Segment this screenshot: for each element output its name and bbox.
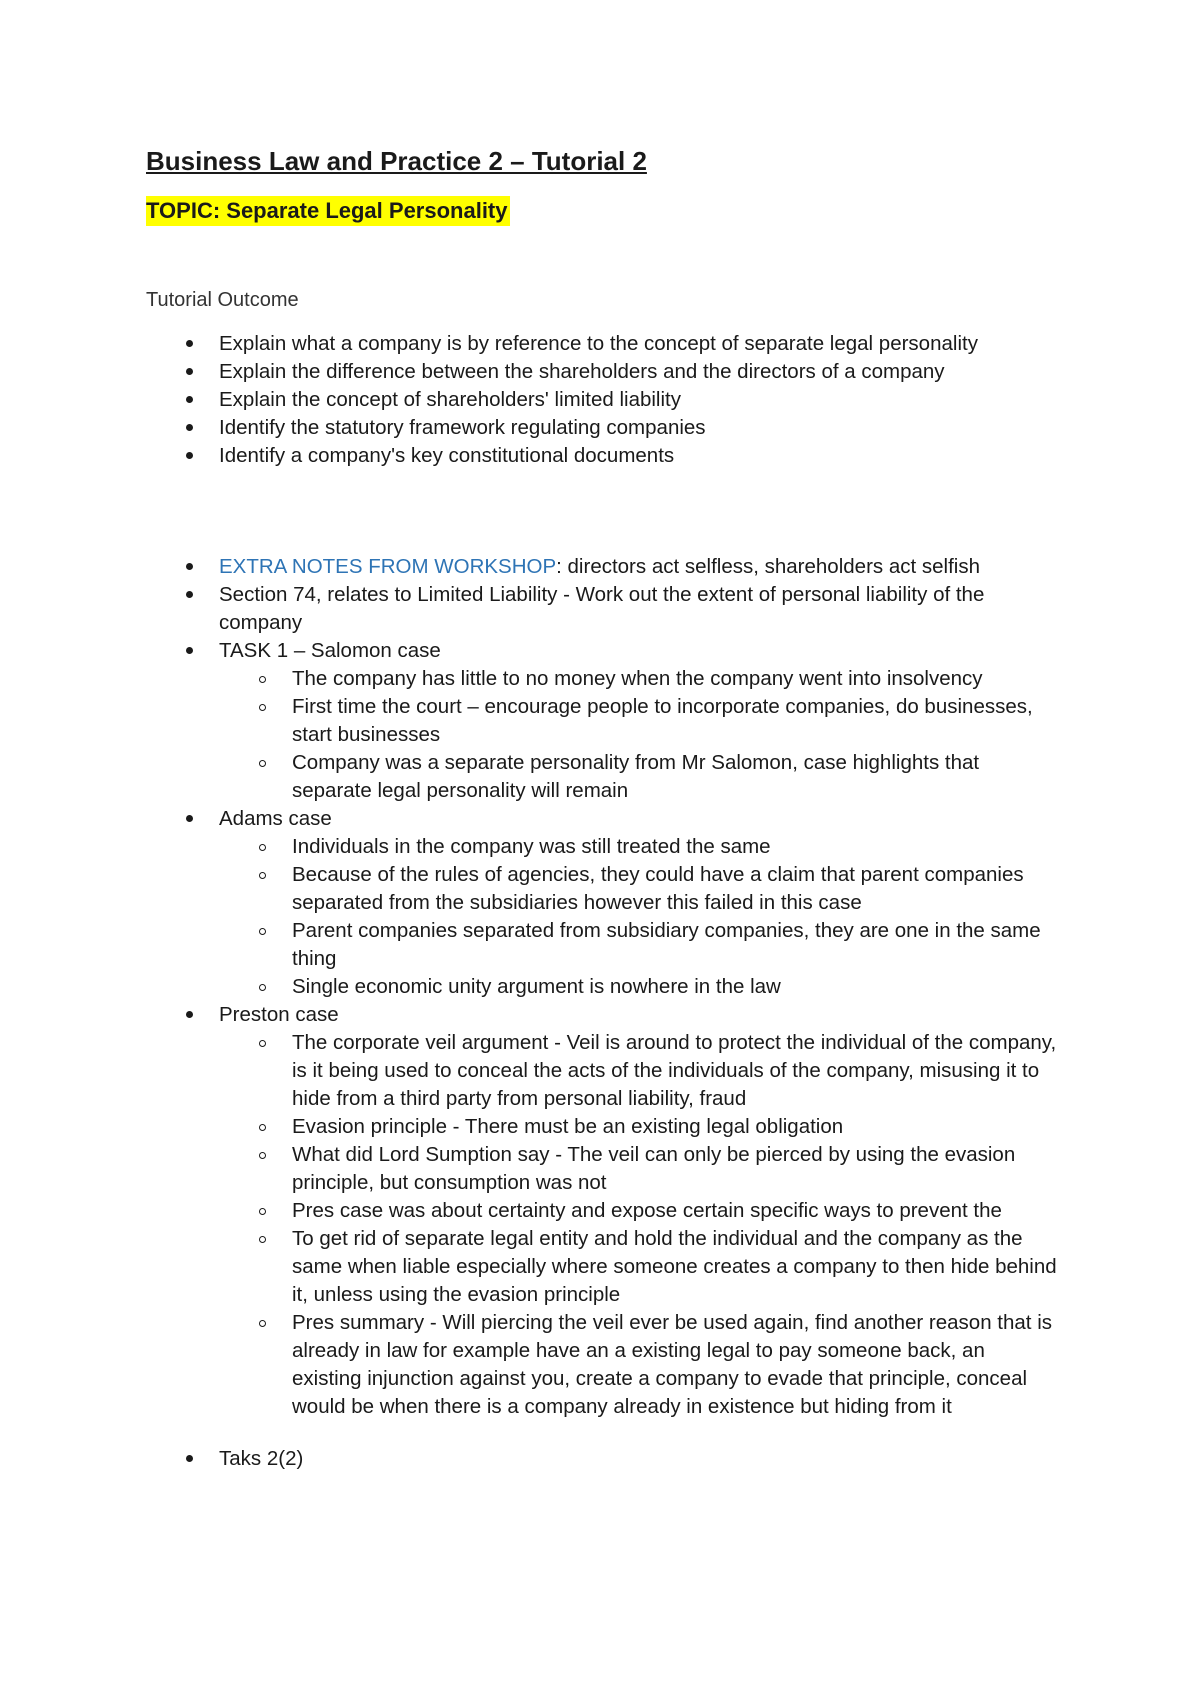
list-item: Identify the statutory framework regulating companies [0,414,1200,442]
list-item: Preston case The corporate veil argument - Veil is around to protect the individual of the company, is it being used to conceal the acts of the individuals of the company, misusing it to hide from a third party from personal liability, fraud Evasion principle - There must be an existing legal obligation What did Lord Sumption say - The veil can only be pierced by using the evasion principle, but consumption was not Pres case was about certainty and expose certain specific ways to prevent the To get rid of separate legal entity and hold the individual and the company as the same when liable especially where someone creates a company to then hide behind it, unless using the evasion principle Pres summary - Will piercing the veil ever be used again, find another reason that is already in law for example have an a existing legal to pay someone back, an existing injunction against you, create a company to evade that principle, conceal would be when there is a company already in existence but hiding from it [0,1001,1200,1421]
tutorial-outcome-heading: Tutorial Outcome [146,289,299,311]
sub-bullet-icon [259,676,266,683]
sub-list-item: Pres case was about certainty and expose certain specific ways to prevent the [219,1197,1060,1225]
sub-list-item: Evasion principle - There must be an existing legal obligation [219,1113,1060,1141]
sub-list-item: The corporate veil argument - Veil is around to protect the individual of the company, is it being used to conceal the acts of the individuals of the company, misusing it to hide from a third party from personal liability, fraud [219,1029,1060,1113]
sub-bullet-icon [259,1236,266,1243]
list-item: Explain the concept of shareholders' limited liability [0,386,1200,414]
adams-sublist [219,833,1060,1001]
bullet-icon [186,452,193,459]
bullet-icon [186,647,193,654]
extra-notes-label: EXTRA NOTES FROM WORKSHOP [219,555,557,578]
sub-bullet-icon [259,1124,266,1131]
list-item: Explain the difference between the shareholders and the directors of a company [0,358,1200,386]
list-item: TASK 1 – Salomon case The company has little to no money when the company went into insolvency First time the court – encourage people to incorporate companies, do businesses, start businesses Company was a separate personality from Mr Salomon, case highlights that separate legal personality will remain [0,637,1200,805]
sub-bullet-icon [259,872,266,879]
list-item: Taks 2(2) [0,1445,1200,1473]
sub-list-item: First time the court – encourage people to incorporate companies, do businesses, start businesses [219,693,1060,749]
list-item: Adams case Individuals in the company was still treated the same Because of the rules of agencies, they could have a claim that parent companies separated from the subsidiaries however this failed in this case Parent companies separated from subsidiary companies, they are one in the same thing Single economic unity argument is nowhere in the law [0,805,1200,1001]
sub-bullet-icon [259,928,266,935]
bullet-icon [186,591,193,598]
bullet-icon [186,424,193,431]
sub-bullet-icon [259,1040,266,1047]
workshop-notes-list [0,553,1200,1473]
bullet-icon [186,340,193,347]
bullet-icon [186,815,193,822]
sub-list-item: Single economic unity argument is nowhere in the law [219,973,1060,1001]
sub-list-item: What did Lord Sumption say - The veil can only be pierced by using the evasion principle, but consumption was not [219,1141,1060,1197]
bullet-icon [186,1011,193,1018]
list-item: Identify a company's key constitutional documents [0,442,1200,470]
topic-heading: TOPIC: Separate Legal Personality [146,196,510,226]
preston-sublist [219,1029,1060,1421]
list-item: EXTRA NOTES FROM WORKSHOP: directors act selfless, shareholders act selfish [0,553,1200,581]
sub-list-item: Company was a separate personality from Mr Salomon, case highlights that separate legal personality will remain [219,749,1060,805]
sub-list-item: To get rid of separate legal entity and hold the individual and the company as the same when liable especially where someone creates a company to then hide behind it, unless using the evasion principle [219,1225,1060,1309]
sub-list-item: Because of the rules of agencies, they could have a claim that parent companies separated from the subsidiaries however this failed in this case [219,861,1060,917]
sub-bullet-icon [259,844,266,851]
sub-list-item: Individuals in the company was still treated the same [219,833,1060,861]
sub-list-item: The company has little to no money when the company went into insolvency [219,665,1060,693]
sub-list-item: Pres summary - Will piercing the veil ever be used again, find another reason that is already in law for example have an a existing legal to pay someone back, an existing injunction against you, create a company to evade that principle, conceal would be when there is a company already in existence but hiding from it [219,1309,1060,1421]
sub-bullet-icon [259,760,266,767]
list-item: Explain what a company is by reference to the concept of separate legal personality [0,330,1200,358]
bullet-icon [186,368,193,375]
sub-bullet-icon [259,1320,266,1327]
task1-sublist [219,665,1060,805]
list-item: Section 74, relates to Limited Liability - Work out the extent of personal liability of the company [0,581,1200,637]
sub-bullet-icon [259,1152,266,1159]
sub-list-item: Parent companies separated from subsidiary companies, they are one in the same thing [219,917,1060,973]
sub-bullet-icon [259,984,266,991]
sub-bullet-icon [259,1208,266,1215]
bullet-icon [186,396,193,403]
bullet-icon [186,1455,193,1462]
sub-bullet-icon [259,704,266,711]
document-title: Business Law and Practice 2 – Tutorial 2 [146,146,647,176]
outcomes-list [0,330,1200,470]
bullet-icon [186,563,193,570]
